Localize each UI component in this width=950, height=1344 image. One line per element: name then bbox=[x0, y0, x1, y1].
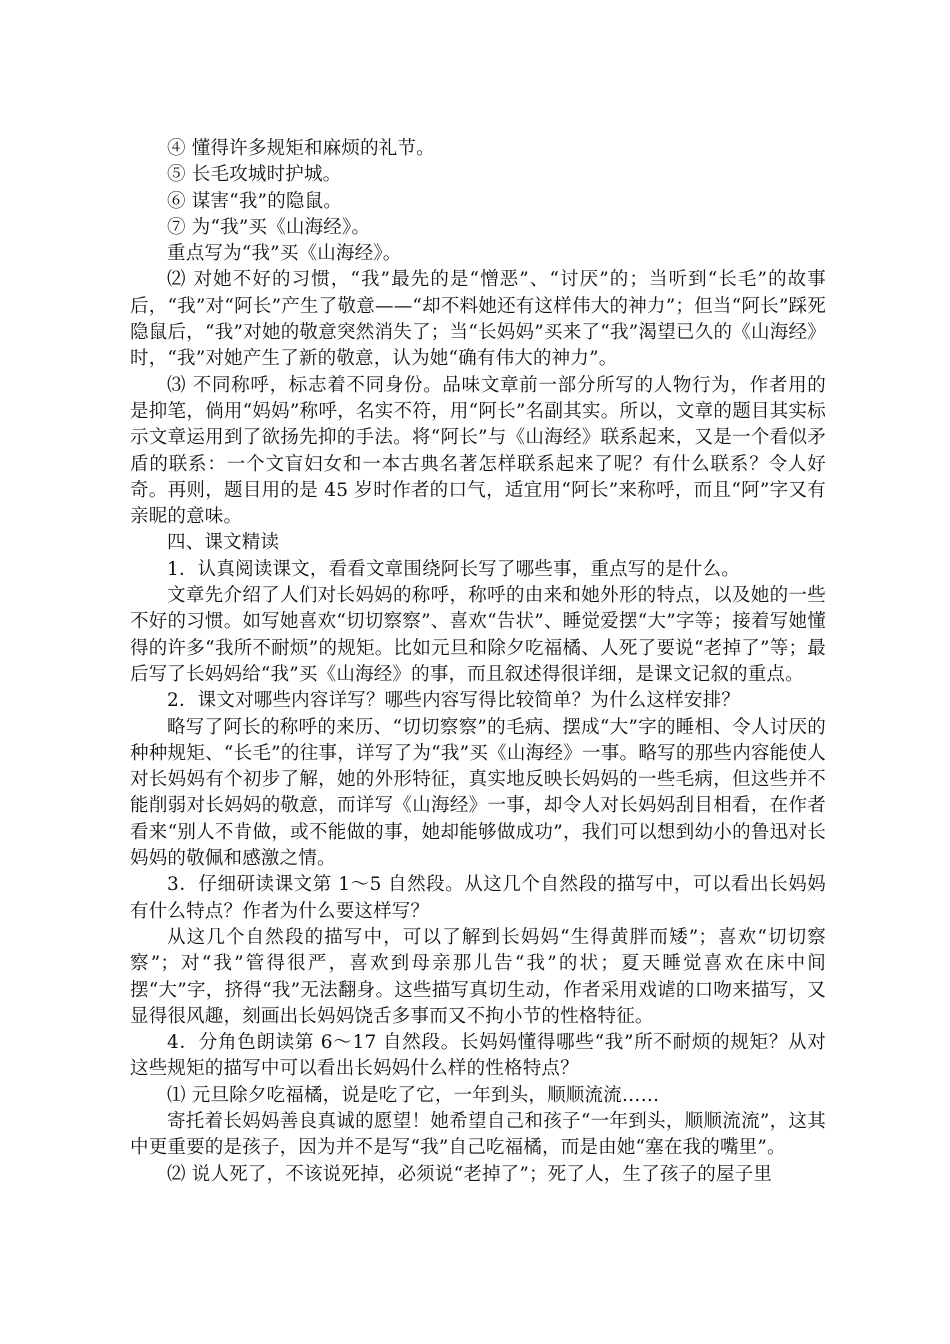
list-item-6: ⑥ 谋害“我”的隐鼠。 bbox=[167, 190, 342, 212]
paragraph-point-2: ⑵ 对她不好的习惯，“我”最先的是“憎恶”、“讨厌”的；当听到“长毛”的故事后，“我”对“阿长”产生了敬意——“却不料她还有这样伟大的神力”；但当“阿长”踩死隐鼠后，“我”对她的敬意突然消失了；当“长妈妈”买来了“我”渴望已久的《山海经》时，“我”对她产生了新的敬意，认为她“确有伟大的神力”。 bbox=[130, 269, 826, 370]
question-4: 4．分角色朗读第 6～17 自然段。长妈妈懂得哪些“我”所不耐烦的规矩？从对这些规矩的描写中可以看出长妈妈什么样的性格特点？ bbox=[130, 1032, 826, 1080]
answer-2: 略写了阿长的称呼的来历、“切切察察”的毛病、摆成“大”字的睡相、令人讨厌的种种规矩、“长毛”的往事，详写了为“我”买《山海经》一事。略写的那些内容能使人对长妈妈有个初步了解，她的外形特征，真实地反映长妈妈的一些毛病，但这些并不能削弱对长妈妈的敬意，而详写《山海经》一事，却令人对长妈妈刮目相看，在作者看来“别人不肯做，或不能做的事，她却能够做成功”，我们可以想到幼小的鲁迅对长妈妈的敬佩和感激之情。 bbox=[130, 716, 826, 870]
sub-point-1: ⑴ 元旦除夕吃福橘，说是吃了它，一年到头，顺顺流流…… bbox=[167, 1084, 660, 1106]
sub-point-2: ⑵ 说人死了，不该说死掉，必须说“老掉了”；死了人，生了孩子的屋子里 bbox=[167, 1163, 773, 1185]
focus-statement: 重点写为“我”买《山海经》。 bbox=[167, 243, 402, 265]
answer-1: 文章先介绍了人们对长妈妈的称呼，称呼的由来和她外形的特点，以及她的一些不好的习惯。如写她喜欢“切切察察”、喜欢“告状”、睡觉爱摆“大”字等；接着写她懂得的许多“我所不耐烦”的规矩。比如元旦和除夕吃福橘、人死了要说“老掉了”等；最后写了长妈妈给“我”买《山海经》的事，而且叙述得很详细，是课文记叙的重点。 bbox=[130, 585, 826, 685]
question-3: 3．仔细研读课文第 1～5 自然段。从这几个自然段的描写中，可以看出长妈妈有什么特点？作者为什么要这样写？ bbox=[130, 874, 826, 922]
sub-point-1-analysis: 寄托着长妈妈善良真诚的愿望！她希望自己和孩子“一年到头，顺顺流流”，这其中更重要的是孩子，因为并不是写“我”自己吃福橘，而是由她“塞在我的嘴里”。 bbox=[130, 1110, 826, 1159]
question-1: 1．认真阅读课文，看看文章围绕阿长写了哪些事，重点写的是什么。 bbox=[167, 558, 740, 580]
answer-3: 从这几个自然段的描写中，可以了解到长妈妈“生得黄胖而矮”；喜欢“切切察察”；对“我”管得很严，喜欢到母亲那儿告“我”的状；夏天睡觉喜欢在床中间摆“大”字，挤得“我”无法翻身。这些描写真切生动，作者采用戏谑的口吻来描写，又显得很风趣，刻画出长妈妈饶舌多事而又不拘小节的性格特征。 bbox=[130, 926, 826, 1027]
list-item-7: ⑦ 为“我”买《山海经》。 bbox=[167, 216, 371, 238]
section-heading: 四、课文精读 bbox=[167, 532, 280, 554]
paragraph-point-3: ⑶ 不同称呼，标志着不同身份。品味文章前一部分所写的人物行为，作者用的是抑笔，倘用“妈妈”称呼，名实不符，用“阿长”名副其实。所以，文章的题目其实标示文章运用到了欲扬先抑的手法。将“阿长”与《山海经》联系起来，又是一个看似矛盾的联系：一个文盲妇女和一本古典名著怎样联系起来了呢？有什么联系？令人好奇。再则，题目用的是 45 岁时作者的口气，适宜用“阿长”来称呼，而且“阿”字又有亲昵的意味。 bbox=[130, 374, 826, 528]
question-2: 2．课文对哪些内容详写？哪些内容写得比较简单？为什么这样安排？ bbox=[167, 690, 740, 712]
list-item-4: ④ 懂得许多规矩和麻烦的礼节。 bbox=[167, 138, 435, 159]
document-body bbox=[130, 136, 826, 1188]
list-item-5: ⑤ 长毛攻城时护城。 bbox=[167, 164, 342, 186]
